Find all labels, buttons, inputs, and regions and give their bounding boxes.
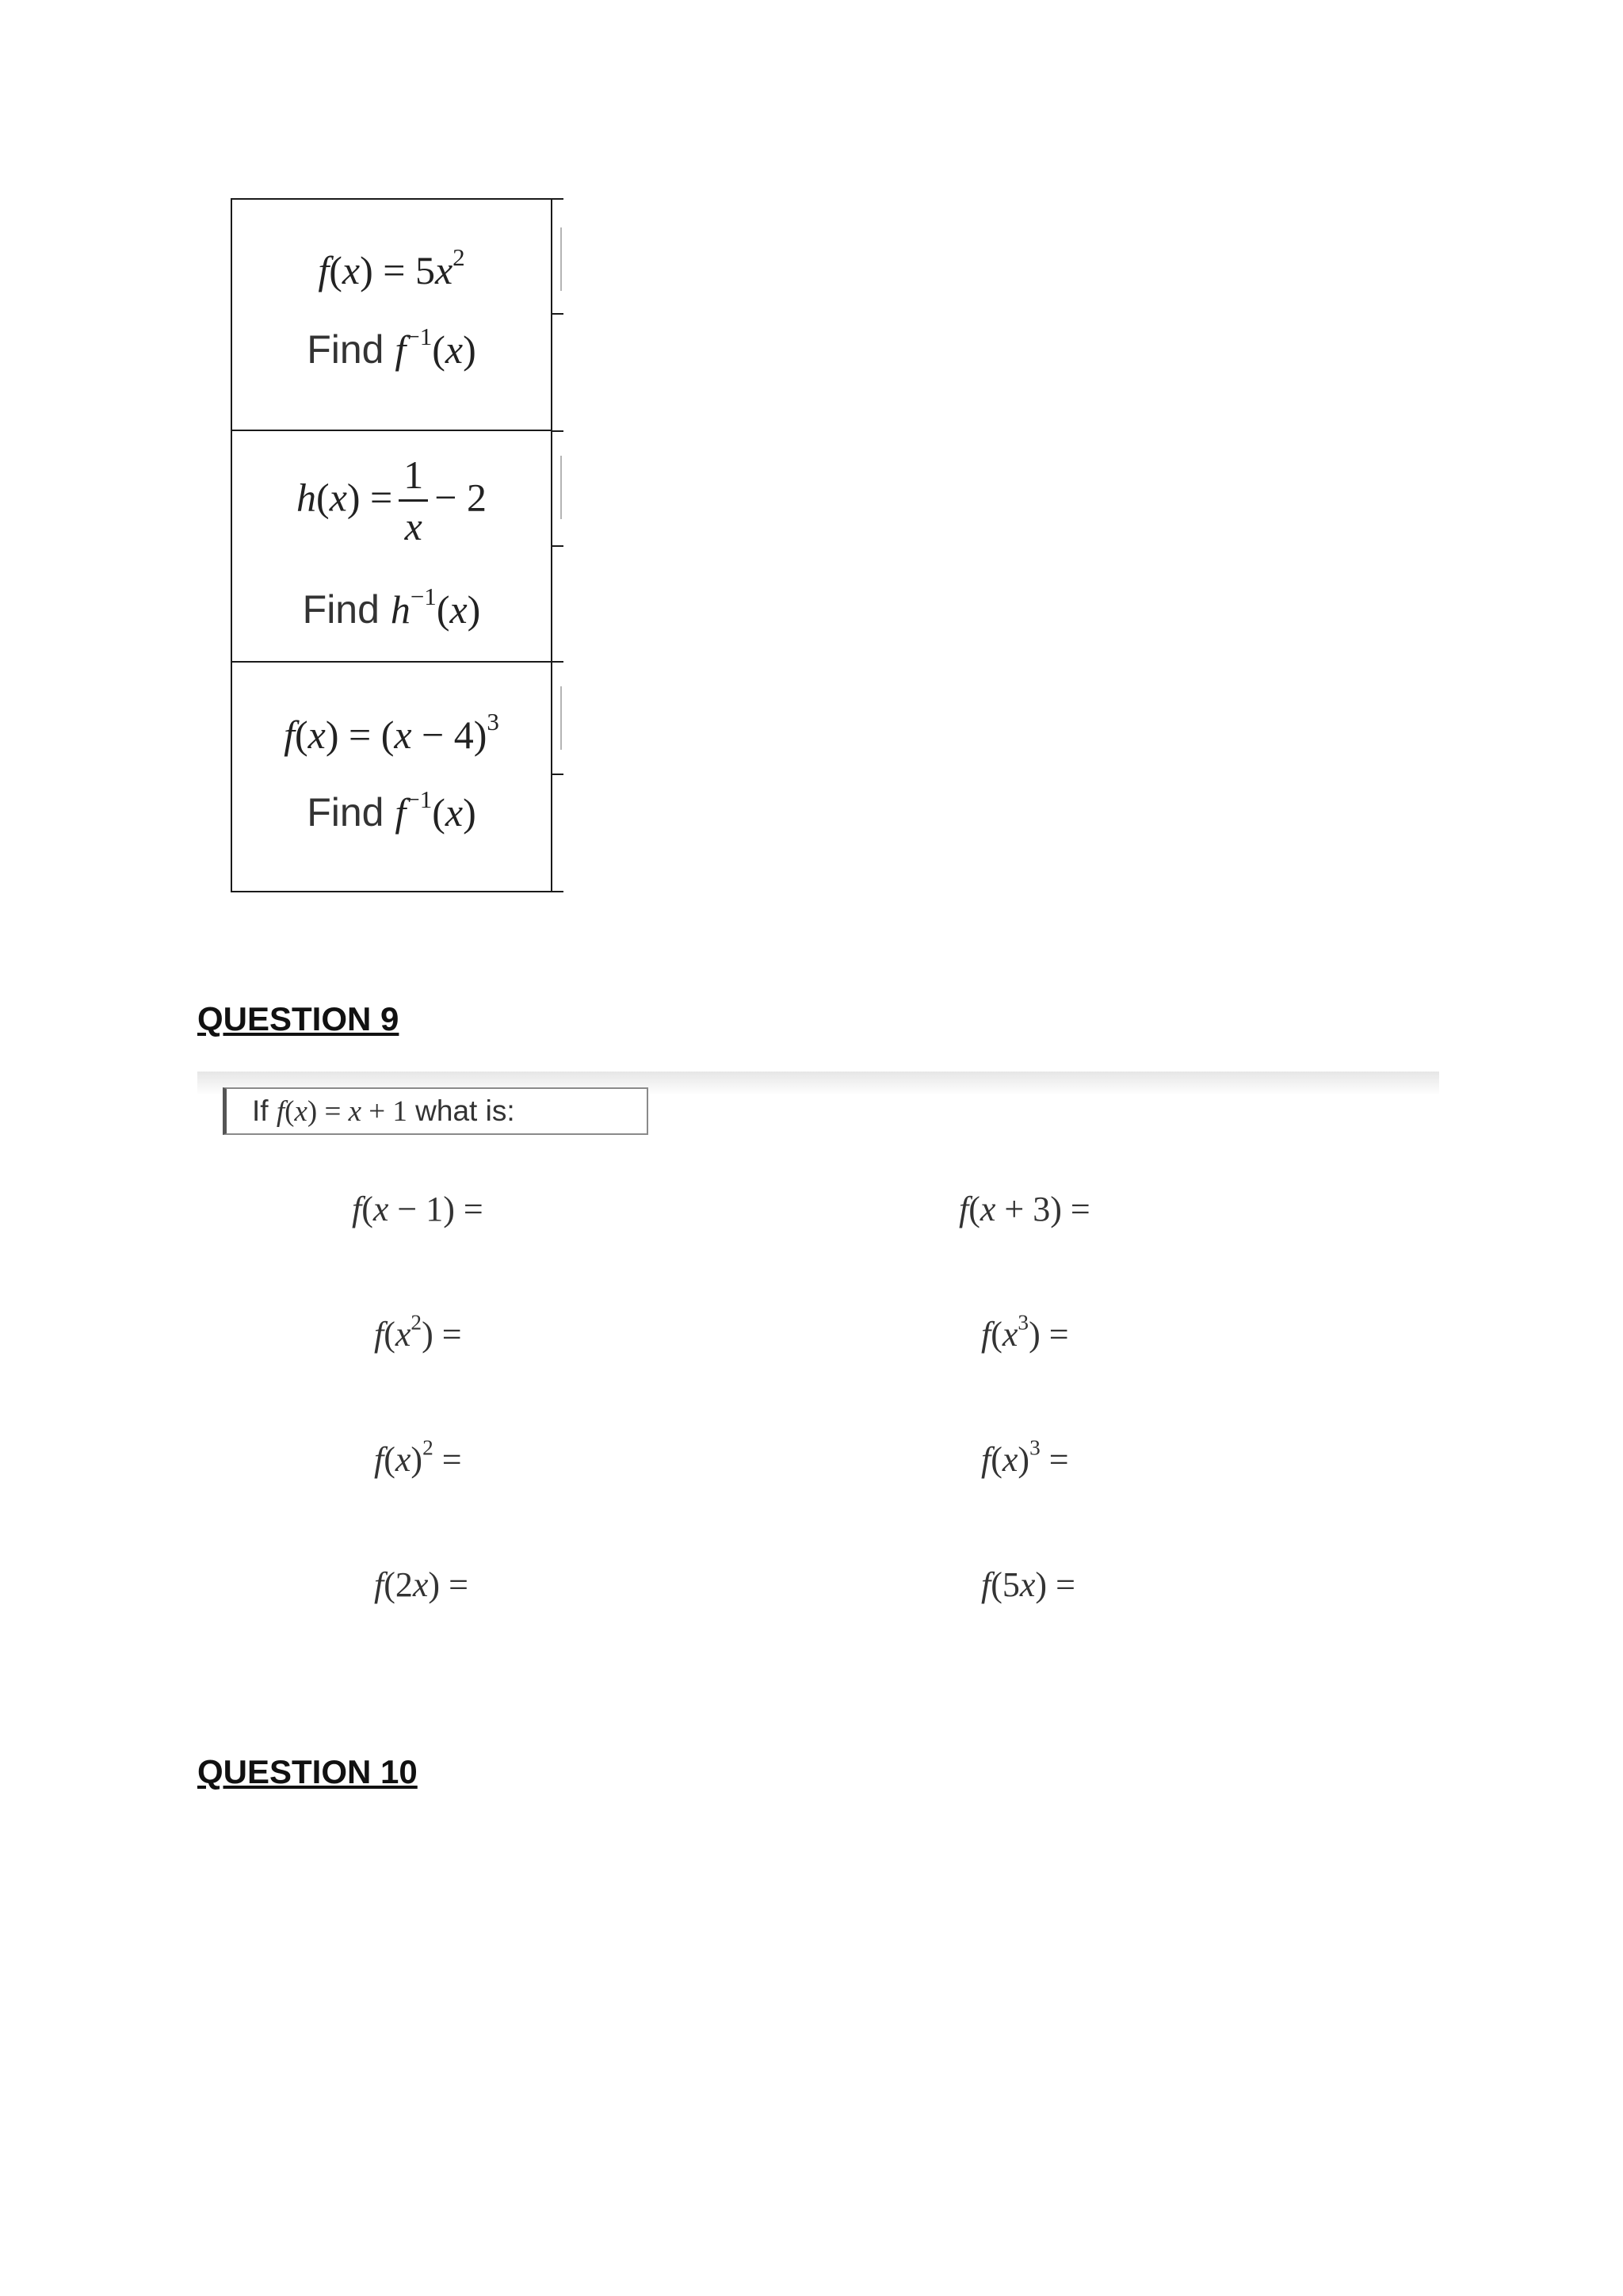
- row-2-task: Find $h^{-1}(x)$: [302, 582, 481, 632]
- question-9-prompt-box: If f(x) = x + 1 what is:: [223, 1087, 648, 1135]
- table-edge-bar: [560, 227, 562, 291]
- table-row-2: [231, 430, 552, 663]
- row-1-task: Find $f^{-1}(x)$: [307, 322, 476, 372]
- expr-f-x-cubed: $f(x^3)$ =: [981, 1310, 1069, 1354]
- table-edge-tick: [552, 661, 563, 663]
- expr-f-2x: f(2x) =: [374, 1565, 468, 1604]
- table-edge-tick: [552, 774, 563, 775]
- row-1-function: $f(x) = 5x^2$: [318, 243, 465, 292]
- expr-f-x-squared: $f(x^2)$ =: [374, 1310, 462, 1354]
- expr-f-of-x-cubed: $f(x)^3$ =: [981, 1435, 1069, 1479]
- table-edge-tick: [552, 198, 563, 200]
- row-3-task: Find $f^{-1}(x)$: [307, 785, 476, 835]
- table-edge-bar: [560, 686, 562, 750]
- expr-f-x-plus-3: f(x + 3) =: [959, 1190, 1090, 1228]
- expr-f-x-minus-1: f(x − 1) =: [352, 1190, 483, 1228]
- table-edge-tick: [552, 891, 563, 892]
- row-3-function: $f(x) = (x - 4)^3$: [284, 707, 499, 757]
- question-10-heading: QUESTION 10: [197, 1753, 418, 1790]
- table-edge-bar: [560, 456, 562, 519]
- row-2-function: h(x) = $\frac{1}{x}$ − 2: [296, 453, 487, 548]
- question-9-heading: QUESTION 9: [197, 1000, 399, 1037]
- table-row-3: [231, 661, 552, 892]
- expr-f-5x: f(5x) =: [981, 1565, 1075, 1604]
- table-edge-tick: [552, 545, 563, 547]
- table-row-1: [231, 198, 552, 431]
- table-edge-tick: [552, 430, 563, 432]
- expr-f-of-x-squared: $f(x)^2$ =: [374, 1435, 462, 1479]
- table-edge-tick: [552, 313, 563, 315]
